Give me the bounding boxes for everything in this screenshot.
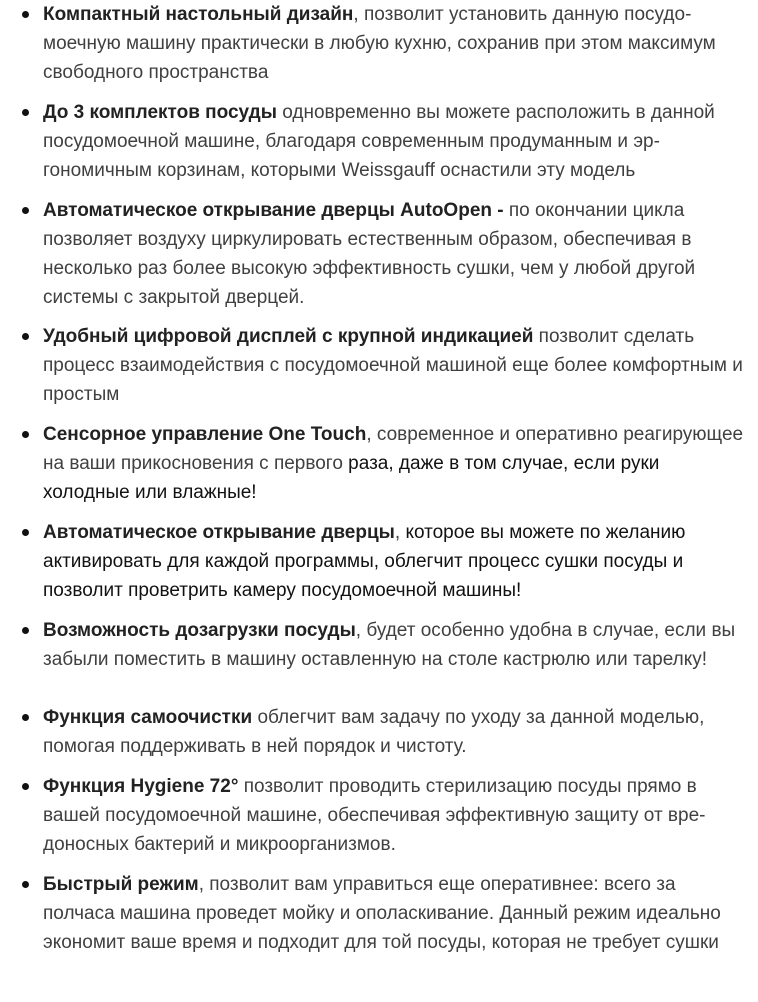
feature-title: До 3 комплектов посуды — [43, 102, 277, 123]
feature-item-auto-door — [43, 518, 748, 605]
feature-item-capacity — [43, 98, 748, 185]
feature-item-quick-mode — [43, 870, 748, 957]
feature-title: Функция самоочистки — [43, 707, 253, 728]
feature-item-one-touch — [43, 420, 748, 507]
feature-item-hygiene — [43, 772, 748, 859]
feature-title: Сенсорное управление One Touch — [43, 424, 367, 445]
feature-text: , будет особенно удобна в случае, если вы забыли поместить в машину оставленную на столе кастрюлю или тарелку! — [43, 620, 736, 670]
feature-text: одновременно вы можете расположить в данной посудомоечной машине, благодаря современным продуманным и эргономичным корзинам, которыми Weissgauff оснастили эту модель — [43, 102, 715, 181]
feature-title: Быстрый режим — [43, 874, 199, 895]
feature-text: , позволит вам управиться еще оперативнее: всего за полчаса машина проведет мойку и ополаскивание. Данный режим идеально экономит ваше время и подходит для той посуды, которая не требует сушки — [43, 874, 721, 953]
feature-title: Функция Hygiene 72° — [43, 776, 239, 797]
feature-title: Автоматическое открывание дверцы — [43, 522, 395, 543]
feature-title: Автоматическое открывание дверцы AutoOpen - — [43, 200, 504, 221]
feature-item-self-clean — [43, 703, 748, 761]
feature-text: по окончании цикла позволяет воздуху циркулировать естественным образом, обеспечивая в несколько раз более высокую эффективность сушки, чем у любой другой системы с закрытой дверцей. — [43, 200, 696, 308]
feature-title: Компактный настольный дизайн — [43, 4, 354, 25]
feature-item-autoopen — [43, 196, 748, 312]
feature-text: облегчит вам задачу по уходу за данной моделью, помогая поддерживать в ней порядок и чистоту. — [43, 707, 705, 757]
feature-item-reload — [43, 616, 748, 674]
feature-title: Возможность дозагрузки посуды — [43, 620, 356, 641]
feature-text: , позволит установить данную посудомоечную машину практически в любую кухню, сохранив при этом максимум свободного пространства — [43, 4, 716, 83]
feature-item-display — [43, 322, 748, 409]
feature-text: , — [394, 522, 406, 543]
feature-item-compact-design — [43, 0, 748, 87]
feature-text-tail: которое вы можете по желанию активировать для каждой программы, облегчит процесс сушки посуды и позволит проветрить камеру посудомоечной машины! — [43, 522, 686, 601]
feature-text-tail: раза, даже в том случае, если руки холодные или влажные! — [43, 453, 660, 503]
feature-text: позволит сделать процесс взаимодействия с посудомоечной машиной еще более комфортным и простым — [43, 326, 743, 405]
feature-text: позволит проводить стерилизацию посуды прямо в вашей посудомоечной машине, обеспечивая эффективную защиту от вредоносных бактерий и микроорганизмов. — [43, 776, 706, 855]
feature-title: Удобный цифровой дисплей с крупной индикацией — [43, 326, 534, 347]
feature-text: , современное и оперативно реагирующее на ваши прикосновения с первого — [43, 424, 744, 474]
